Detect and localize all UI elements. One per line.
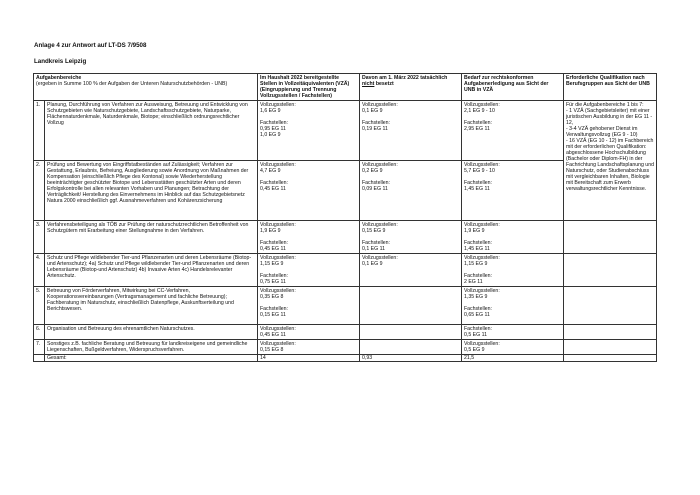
task-description: Betreuung von Förderverfahren, Mitwirkung bei CC-Verfahren, Kooperationsvereinbarungen (Vertragsmanagement und fachliche Betreuung); Fachberatung im Naturschutz, einschließlich Datenpflege, Auskunftserteilung und Berichtswesen. <box>45 287 258 325</box>
row-number: 5. <box>34 287 45 325</box>
header-vacant <box>360 74 462 101</box>
need-cell <box>462 101 564 161</box>
cell-line: 0,2 EG 9 <box>362 168 383 174</box>
cell-line: 1,0 EG 9 <box>260 132 281 138</box>
cell-line: Vollzugsstellen: <box>464 162 500 168</box>
total-qualification <box>564 355 657 362</box>
cell-line: Vollzugsstellen: <box>362 222 398 228</box>
cell-line: 0,15 EG 9 <box>362 228 386 234</box>
qualification-line: - 1 VZÄ (Sachgebietsleiter) mit einer juristischen Ausbildung in der EG 11 - 12, <box>566 108 653 126</box>
budget-cell <box>258 325 360 340</box>
task-description: Verfahrensbeteiligung als TÖB zur Prüfung der naturschutzrechtlichen Betroffenheit von Schutzgütern mit Erarbeitung einer Stellungnahme in den Verfahren. <box>45 221 258 254</box>
cell-line: 1,9 EG 9 <box>260 228 281 234</box>
qualification-empty-cell <box>564 254 657 287</box>
task-description: Planung, Durchführung von Verfahren zur Ausweisung, Betreuung und Entwicklung von Schutzgebieten wie Naturschutzgebiete, Landschaftsschutzgebiete, Naturparke, Flächennaturdenkmale, Naturdenkmale, Biotope; einschließlich ordnungsrechtlicher Vollzug <box>45 101 258 161</box>
qualification-empty-cell <box>564 325 657 340</box>
task-description: Schutz und Pflege wildlebender Tier-und Pflanzenarten und deren Lebensräume (Biotop- und Artenschutz); 4a) Schutz und Pflege wildlebender Tier-und Pflanzenarten und deren Lebensräume (Biotop-und Artenschutz) 4b) Invasive Arten 4c) Handelsrelevanter Artenschutz. <box>45 254 258 287</box>
header-qualification: Erforderliche Qualifikation nach Berufsgruppen aus Sicht der UNB <box>564 74 657 101</box>
header-tasks-subtitle: (ergeben in Summe 100 % der Aufgaben der Unteren Naturschutzbehörden - UNB) <box>36 81 228 87</box>
header-tasks <box>34 74 258 101</box>
task-description: Prüfung und Bewertung von Eingriffstatbeständen auf Zulässigkeit; Verfahren zur Gestattung, Erlaubnis, Befreiung, Ausgliederung sowie Anordnung von Maßnahmen der Kompensation (einschließlich Pflege des Kontonal) sowie Wiederherstellung beeinträchtigter geschützter Biotope und Lebensstätten geschützter Arten und deren Erfolgskontrolle bei allen relevanten Vorhaben und Planungen; Betrachtung der Verträglichkeit/ Herstellung des Einvernehmens im Hinblick auf das Schutzgebietsnetz Natura 2000 einschließlich ggf. Ausnahmeverfahren und Kohärenzsicherung <box>45 161 258 221</box>
cell-line: 2,95 EG 11 <box>464 126 490 132</box>
vacant-cell <box>360 325 462 340</box>
table-row <box>34 161 657 221</box>
cell-line: 1,9 EG 9 <box>464 228 485 234</box>
vacant-cell <box>360 161 462 221</box>
cell-line: Fachstellen: <box>260 180 288 186</box>
row-number: 4. <box>34 254 45 287</box>
staffing-table <box>33 73 657 362</box>
budget-cell <box>258 287 360 325</box>
row-number: 6. <box>34 325 45 340</box>
cell-line: 0,5 EG 11 <box>464 332 487 338</box>
cell-line: 0,95 EG 11 <box>260 126 286 132</box>
cell-line: Fachstellen: <box>464 120 492 126</box>
cell-line: 1,15 EG 9 <box>464 261 488 267</box>
cell-line: 2 EG 11 <box>464 279 483 285</box>
cell-line: Vollzugsstellen: <box>260 255 296 261</box>
cell-line: 0,45 EG 11 <box>260 186 286 192</box>
qualification-cell <box>564 101 657 221</box>
task-description: Organisation und Betreuung des ehrenamtlichen Naturschutzes. <box>45 325 258 340</box>
cell-line: 1,35 EG 9 <box>464 294 488 300</box>
cell-line: Vollzugsstellen: <box>464 255 500 261</box>
cell-line: Vollzugsstellen: <box>260 326 296 332</box>
row-number: 7. <box>34 340 45 355</box>
row-number: 1. <box>34 101 45 161</box>
table-row <box>34 221 657 254</box>
total-vacant: 0,93 <box>360 355 462 362</box>
budget-cell <box>258 161 360 221</box>
cell-line: Fachstellen: <box>464 180 492 186</box>
cell-line: Vollzugsstellen: <box>362 102 398 108</box>
cell-line: 0,75 EG 11 <box>260 279 286 285</box>
cell-line: Vollzugsstellen: <box>464 288 500 294</box>
cell-line: Vollzugsstellen: <box>260 341 296 347</box>
cell-line: Fachstellen: <box>362 240 390 246</box>
cell-line: 1,6 EG 9 <box>260 108 281 114</box>
qualification-line: Für die Aufgabenbereiche 1 bis 7: <box>566 102 644 108</box>
cell-line: 0,15 EG 8 <box>260 347 284 353</box>
vacant-cell <box>360 287 462 325</box>
cell-line: 0,1 EG 9 <box>362 261 383 267</box>
table-row <box>34 340 657 355</box>
row-number: 3. <box>34 221 45 254</box>
header-vacant-post: besetzt <box>374 81 394 87</box>
need-cell <box>462 254 564 287</box>
cell-line: Vollzugsstellen: <box>464 102 500 108</box>
header-budget: Im Haushalt 2022 bereitgestellte Stellen in Vollzeitäquivalenten (VZÄ) (Eingruppierung und Trennung Vollzugsstellen / Fachstellen) <box>258 74 360 101</box>
need-cell <box>462 340 564 355</box>
need-cell <box>462 325 564 340</box>
need-cell <box>462 161 564 221</box>
cell-line: Vollzugsstellen: <box>362 162 398 168</box>
qualification-line: - 16 VZÄ (EG 10 - 12) im Fachbereich mit der erforderlichen Qualifikation: abgeschlossene Hochschulbildung (Bachelor oder Diplom-FH) in der Fachrichtung Landschaftsplanung und Naturschutz, oder Studienabschluss mit vergleichbaren Inhalten, Biologie mit Bereitschaft zum Erwerb verwaltungsrechtlicher Kenntnisse. <box>566 138 654 192</box>
table-header-row <box>34 74 657 101</box>
cell-line: Vollzugsstellen: <box>464 341 500 347</box>
header-vacant-underlined: nicht <box>362 81 375 87</box>
vacant-cell <box>360 340 462 355</box>
total-label: Gesamt: <box>45 355 258 362</box>
vacant-cell <box>360 221 462 254</box>
total-need: 21,5 <box>462 355 564 362</box>
total-row <box>34 355 657 362</box>
cell-line: Vollzugsstellen: <box>260 222 296 228</box>
qualification-empty-cell <box>564 340 657 355</box>
cell-line: Fachstellen: <box>464 326 492 332</box>
cell-line: 5,7 EG 9 - 10 <box>464 168 495 174</box>
cell-line: Vollzugsstellen: <box>260 162 296 168</box>
cell-line: Fachstellen: <box>260 120 288 126</box>
cell-line: Vollzugsstellen: <box>362 255 398 261</box>
header-vacant-pre: Davon am 1. März 2022 tatsächlich <box>362 75 448 81</box>
cell-line: Fachstellen: <box>464 273 492 279</box>
cell-line: Fachstellen: <box>464 240 492 246</box>
cell-line: 2,1 EG 9 - 10 <box>464 108 495 114</box>
cell-line: 0,15 EG 11 <box>260 312 286 318</box>
need-cell <box>462 287 564 325</box>
table-row <box>34 287 657 325</box>
cell-line: Fachstellen: <box>362 120 390 126</box>
cell-line: Fachstellen: <box>260 273 288 279</box>
cell-line: 0,5 EG 9 <box>464 347 485 353</box>
vacant-cell <box>360 101 462 161</box>
qualification-empty-cell <box>564 287 657 325</box>
cell-line: 1,45 EG 11 <box>464 246 490 252</box>
cell-line: 0,1 EG 9 <box>362 108 383 114</box>
cell-line: 0,65 EG 11 <box>464 312 490 318</box>
cell-line: Fachstellen: <box>260 240 288 246</box>
table-row <box>34 325 657 340</box>
cell-line: Fachstellen: <box>464 306 492 312</box>
cell-line: Vollzugsstellen: <box>260 102 296 108</box>
table-row <box>34 101 657 161</box>
task-description: Sonstiges z.B. fachliche Beratung und Betreuung für landkreiseigene und gemeindliche Liegenschaften, Bußgeldverfahren, Widerspruchsverfahren. <box>45 340 258 355</box>
cell-line: 0,45 EG 11 <box>260 246 286 252</box>
cell-line: 0,45 EG 11 <box>260 332 286 338</box>
budget-cell <box>258 101 360 161</box>
total-empty-num <box>34 355 45 362</box>
document-title: Anlage 4 zur Antwort auf LT-DS 7/9508 <box>34 42 147 49</box>
total-budget: 14 <box>258 355 360 362</box>
table-row <box>34 254 657 287</box>
cell-line: Vollzugsstellen: <box>260 288 296 294</box>
cell-line: Vollzugsstellen: <box>464 222 500 228</box>
header-need: Bedarf zur rechtskonformen Aufgabenerledigung aus Sicht der UNB in VZÄ <box>462 74 564 101</box>
header-tasks-title: Aufgabenbereiche <box>36 75 82 81</box>
row-number: 2. <box>34 161 45 221</box>
vacant-cell <box>360 254 462 287</box>
cell-line: Fachstellen: <box>362 180 390 186</box>
cell-line: 4,7 EG 9 <box>260 168 281 174</box>
cell-line: Fachstellen: <box>260 306 288 312</box>
budget-cell <box>258 340 360 355</box>
cell-line: 0,19 EG 11 <box>362 126 388 132</box>
cell-line: 0,09 EG 11 <box>362 186 388 192</box>
budget-cell <box>258 254 360 287</box>
qualification-line: - 3-4 VZÄ gehobener Dienst im Verwaltungsvollzug (EG 9 - 10) <box>566 126 638 138</box>
cell-line: 1,15 EG 9 <box>260 261 284 267</box>
cell-line: 0,35 EG 8 <box>260 294 284 300</box>
cell-line: 0,1 EG 11 <box>362 246 385 252</box>
qualification-empty-cell <box>564 221 657 254</box>
cell-line: 1,45 EG 11 <box>464 186 490 192</box>
district-name: Landkreis Leipzig <box>34 58 87 65</box>
need-cell <box>462 221 564 254</box>
page-heading <box>34 42 146 74</box>
budget-cell <box>258 221 360 254</box>
